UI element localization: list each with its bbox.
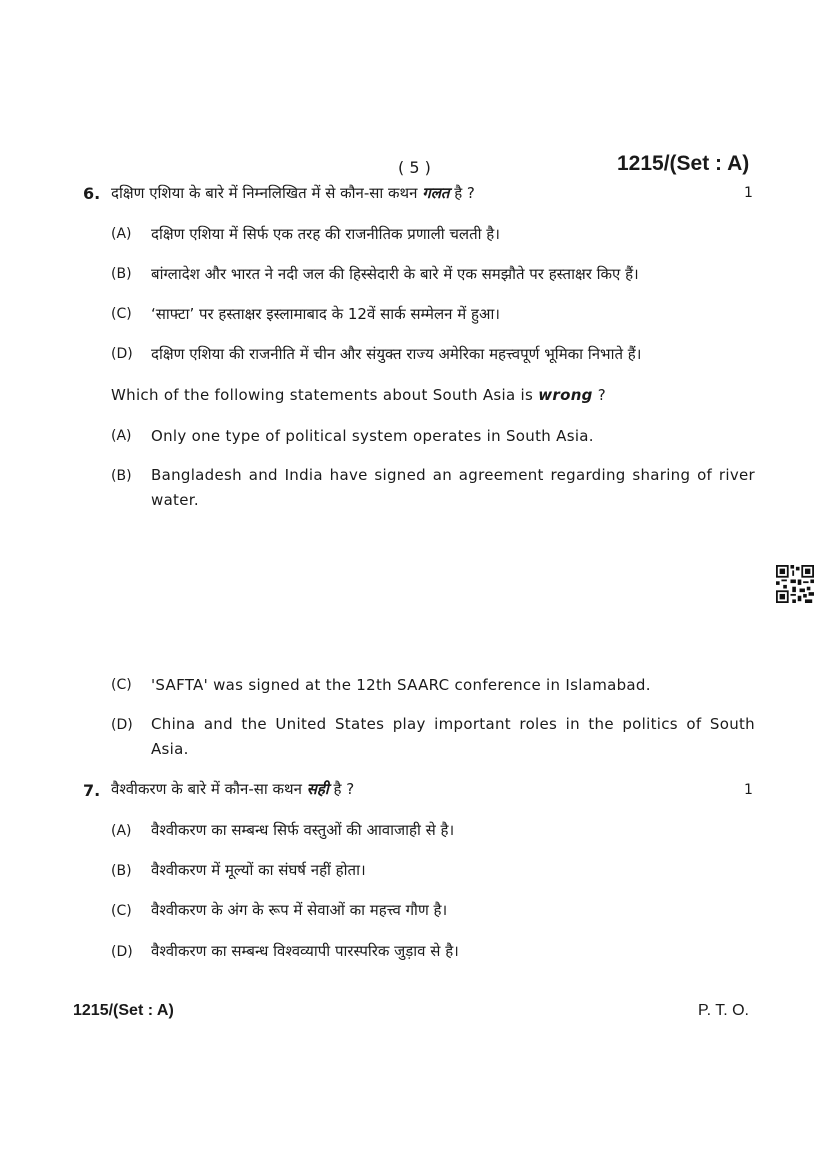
qr-code-icon [776, 565, 814, 603]
q7-hindi-stem-text: वैश्वीकरण के बारे में कौन-सा कथन [111, 780, 302, 798]
q7-hindi-option-a-label: (A) [111, 823, 132, 839]
q6-hindi-option-a-label: (A) [111, 226, 132, 242]
q6-hindi-option-c: ‘साफ्टा’ पर हस्ताक्षर इस्लामाबाद के 12वें सार्क सम्मेलन में हुआ। [151, 305, 500, 323]
q6-hindi-stem-end: है ? [454, 184, 475, 202]
set-code-header: 1215/(Set : A) [617, 152, 750, 175]
q6-english-option-d: China and the United States play important roles in the politics of South Asia. [151, 715, 755, 758]
q6-hindi-stem-text: दक्षिण एशिया के बारे में निम्नलिखित में से कौन-सा कथन [111, 184, 418, 202]
q7-hindi-stem-end: है ? [333, 780, 355, 798]
question-7-hindi-stem [111, 779, 354, 799]
q7-hindi-option-d-label: (D) [111, 944, 133, 960]
q7-hindi-emphasis: सही [306, 780, 329, 798]
q7-hindi-option-c: वैश्वीकरण के अंग के रूप में सेवाओं का महत्त्व गौण है। [151, 901, 448, 919]
q6-english-option-b: Bangladesh and India have signed an agreement regarding sharing of river water. [151, 466, 755, 509]
q6-english-option-a-label: (A) [111, 428, 132, 444]
question-7-number: 7. [83, 781, 101, 800]
q6-hindi-option-b-label: (B) [111, 266, 132, 282]
q7-hindi-option-b-label: (B) [111, 863, 132, 879]
question-6-english-stem [111, 386, 606, 404]
please-turn-over: P. T. O. [698, 1002, 749, 1019]
question-6-number: 6. [83, 184, 101, 203]
q6-hindi-option-c-label: (C) [111, 306, 132, 322]
q7-hindi-option-a: वैश्वीकरण का सम्बन्ध सिर्फ वस्तुओं की आवाजाही से है। [151, 821, 455, 839]
question-7-marks: 1 [744, 782, 753, 798]
q7-hindi-option-b: वैश्वीकरण में मूल्यों का संघर्ष नहीं होता। [151, 861, 366, 879]
q6-hindi-option-d: दक्षिण एशिया की राजनीति में चीन और संयुक्त राज्य अमेरिका महत्त्वपूर्ण भूमिका निभाते हैं। [151, 345, 642, 363]
page-number: ( 5 ) [398, 158, 431, 177]
set-code-footer: 1215/(Set : A) [73, 1002, 174, 1019]
question-6-marks: 1 [744, 185, 753, 201]
q6-hindi-option-a: दक्षिण एशिया में सिर्फ एक तरह की राजनीतिक प्रणाली चलती है। [151, 225, 500, 243]
question-6-hindi-stem [111, 183, 475, 203]
q7-hindi-option-d: वैश्वीकरण का सम्बन्ध विश्वव्यापी पारस्परिक जुड़ाव से है। [151, 942, 459, 960]
q6-hindi-emphasis: गलत [422, 184, 450, 202]
q6-hindi-option-d-label: (D) [111, 346, 133, 362]
q6-english-emphasis: wrong [538, 386, 593, 404]
q6-english-option-d-label: (D) [111, 717, 133, 733]
q6-english-option-b-label: (B) [111, 468, 132, 484]
q6-english-stem-text: Which of the following statements about South Asia is [111, 386, 534, 404]
q6-english-stem-end: ? [597, 386, 607, 404]
q6-english-option-c: 'SAFTA' was signed at the 12th SAARC conference in Islamabad. [151, 676, 651, 694]
q6-hindi-option-b: बांग्लादेश और भारत ने नदी जल की हिस्सेदारी के बारे में एक समझौते पर हस्ताक्षर किए हैं। [151, 265, 639, 283]
q7-hindi-option-c-label: (C) [111, 903, 132, 919]
q6-english-option-c-label: (C) [111, 677, 132, 693]
q6-english-option-a: Only one type of political system operates in South Asia. [151, 427, 594, 445]
